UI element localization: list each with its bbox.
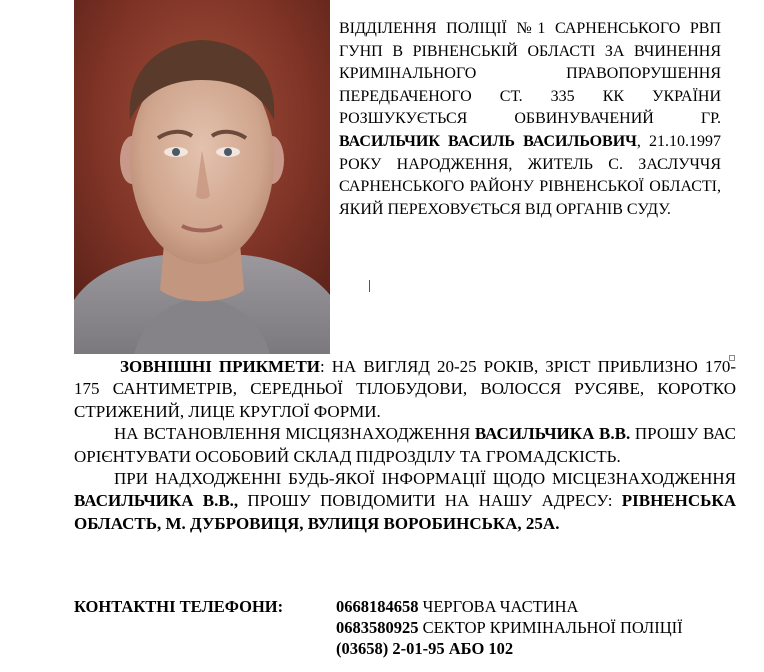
phone-number: 0683580925	[336, 618, 419, 637]
suspect-photo	[74, 0, 330, 354]
info-request-text: ПРОШУ ПОВІДОМИТИ НА НАШУ АДРЕСУ:	[238, 491, 622, 511]
info-request-paragraph	[74, 468, 736, 535]
person-portrait-icon	[74, 0, 330, 354]
contact-row	[74, 617, 754, 638]
suspect-name: ВАСИЛЬЧИК ВАСИЛЬ ВАСИЛЬОВИЧ	[339, 132, 637, 150]
description-block	[74, 356, 736, 535]
appearance-paragraph	[74, 356, 736, 423]
address: РІВНЕНСЬКА ОБЛАСТЬ, М. ДУБРОВИЦЯ, ВУЛИЦЯ ВОРОБИНСЬКА, 25А.	[74, 491, 736, 533]
phone-number: (03658) 2-01-95 АБО 102	[336, 639, 514, 658]
search-request-text: ПРОШУ ВАС ОРІЄНТУВАТИ ОСОБОВИЙ СКЛАД ПІДРОЗДІЛУ ТА ГРОМАДСКІСТЬ.	[74, 424, 736, 466]
contacts-label: КОНТАКТНІ ТЕЛЕФОНИ:	[74, 597, 284, 616]
search-request-name: ВАСИЛЬЧИКА В.В.	[474, 424, 631, 444]
phone-number: 0668184658	[336, 597, 419, 616]
appearance-label: ЗОВНІШНІ ПРИКМЕТИ	[120, 357, 321, 376]
contact-row	[74, 596, 754, 617]
phone-description: СЕКТОР КРИМІНАЛЬНОЇ ПОЛІЦІЇ	[418, 618, 683, 637]
info-request-name: ВАСИЛЬЧИКА В.В.,	[74, 491, 239, 511]
search-request-lead: НА ВСТАНОВЛЕННЯ МІСЦЯЗНАХОДЖЕННЯ	[114, 424, 475, 444]
text-cursor-mark	[369, 280, 370, 292]
suspect-details: , 21.10.1997 РОКУ НАРОДЖЕННЯ, ЖИТЕЛЬ С. ЗАСЛУЧЧЯ САРНЕНСЬКОГО РАЙОНУ РІВНЕНСЬКОЇ ОБЛАСТІ, ЯКИЙ ПЕРЕХОВУЄТЬСЯ ВІД ОРГАНІВ СУДУ.	[339, 132, 721, 218]
search-request-paragraph	[74, 423, 736, 468]
contact-row	[74, 638, 754, 659]
phone-description: ЧЕРГОВA ЧАСТИНА	[418, 597, 579, 616]
appearance-text: : НА ВИГЛЯД 20-25 РОКІВ, ЗРІСТ ПРИБЛИЗНО 170-175 САНТИМЕТРІВ, СЕРЕДНЬОЇ ТІЛОБУДОВИ, ВОЛОССЯ РУСЯВЕ, КОРОТКО СТРИЖЕНИЙ, ЛИЦЕ КРУГЛОЇ ФОРМИ.	[74, 357, 736, 421]
intro-lead: ВІДДІЛЕННЯ ПОЛІЦІЇ №1 САРНЕНСЬКОГО РВП ГУНП В РІВНЕНСЬКІЙ ОБЛАСТІ ЗА ВЧИНЕННЯ КРИМІНАЛЬНОГО ПРАВОПОРУШЕННЯ ПЕРЕДБАЧЕНОГО СТ. 335 КК УКРАЇНИ РОЗШУКУЄТЬСЯ ОБВИНУВАЧЕНИЙ ГР.	[339, 20, 721, 128]
info-request-lead: ПРИ НАДХОДЖЕННІ БУДЬ-ЯКОЇ ІНФОРМАЦІЇ ЩОДО МІСЦЕЗНАХОДЖЕННЯ	[114, 469, 736, 489]
contacts-block	[74, 596, 754, 659]
intro-paragraph	[339, 18, 721, 221]
